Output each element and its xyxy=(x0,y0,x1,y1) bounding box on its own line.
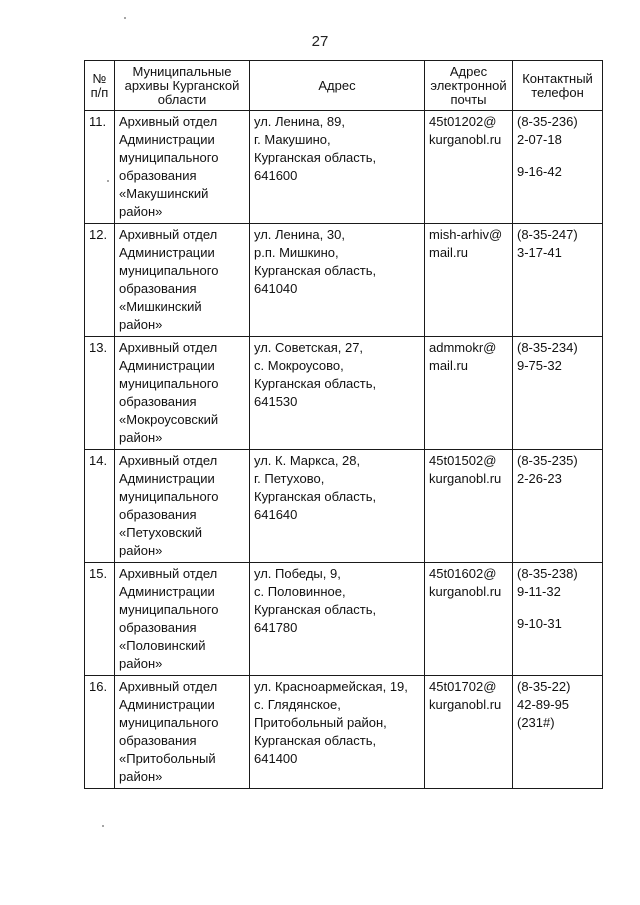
archive-address xyxy=(250,111,425,224)
table-row xyxy=(85,111,603,224)
archive-address-line: Притобольный район, xyxy=(254,715,387,730)
archive-name-line: Архивный отдел xyxy=(119,340,218,355)
archive-address-line: г. Петухово, xyxy=(254,471,325,486)
archive-name-line: район» xyxy=(119,317,163,332)
archive-phone xyxy=(513,224,603,337)
line-gap xyxy=(517,149,598,163)
archive-email-line: admmokr@ xyxy=(429,340,497,355)
header-address: Адрес xyxy=(250,61,425,111)
archive-email-line: 45t01702@ xyxy=(429,679,497,694)
archive-phone-line: 9-16-42 xyxy=(517,164,562,179)
archive-name-line: образования xyxy=(119,507,197,522)
archive-name-line: образования xyxy=(119,394,197,409)
archive-address-line: ул. Ленина, 30, xyxy=(254,227,345,242)
archive-email xyxy=(425,676,513,789)
archive-phone-line: (8-35-247) xyxy=(517,227,578,242)
archive-address-line: ул. К. Маркса, 28, xyxy=(254,453,361,468)
archive-phone-line: 2-26-23 xyxy=(517,471,562,486)
archive-address-line: Курганская область, xyxy=(254,263,377,278)
archive-name xyxy=(115,111,250,224)
archive-phone-line: 9-11-32 xyxy=(517,584,561,599)
scan-speck xyxy=(107,180,109,182)
archive-name-line: Администрации xyxy=(119,584,215,599)
archive-phone xyxy=(513,111,603,224)
archive-name-line: муниципального xyxy=(119,489,219,504)
archive-email xyxy=(425,224,513,337)
archive-email-line: 45t01502@ xyxy=(429,453,497,468)
archive-name-line: муниципального xyxy=(119,376,219,391)
archive-name-line: Архивный отдел xyxy=(119,453,218,468)
archive-phone-line: 9-10-31 xyxy=(517,616,562,631)
archive-name-line: образования xyxy=(119,168,197,183)
archive-address-line: 641530 xyxy=(254,394,298,409)
archive-address-line: ул. Красноармейская, 19, xyxy=(254,679,408,694)
archive-name xyxy=(115,224,250,337)
archive-phone-line: 2-07-18 xyxy=(517,132,562,147)
row-number: 13. xyxy=(85,337,115,450)
archive-email-line: kurganobl.ru xyxy=(429,471,502,486)
table-body xyxy=(85,111,603,789)
scan-speck xyxy=(124,17,126,19)
scan-speck xyxy=(102,825,104,827)
archive-name-line: район» xyxy=(119,543,163,558)
archive-name-line: Архивный отдел xyxy=(119,114,218,129)
archive-address-line: Курганская область, xyxy=(254,733,377,748)
archive-address-line: Курганская область, xyxy=(254,489,377,504)
archive-address-line: с. Глядянское, xyxy=(254,697,341,712)
row-number: 11. xyxy=(85,111,115,224)
table-header-row xyxy=(85,61,603,111)
archive-name-line: Архивный отдел xyxy=(119,679,218,694)
archive-address-line: 641640 xyxy=(254,507,298,522)
archive-name xyxy=(115,676,250,789)
row-number: 14. xyxy=(85,450,115,563)
archive-name-line: «Половинский xyxy=(119,638,206,653)
archive-name-line: Администрации xyxy=(119,697,215,712)
archive-phone-line: (8-35-234) xyxy=(517,340,578,355)
table-row xyxy=(85,224,603,337)
archive-name-line: образования xyxy=(119,620,197,635)
archive-email-line: kurganobl.ru xyxy=(429,584,502,599)
archive-name-line: «Макушинский xyxy=(119,186,209,201)
archive-name-line: Администрации xyxy=(119,132,215,147)
header-num: № п/п xyxy=(85,61,115,111)
header-name: Муниципальные архивы Курганской области xyxy=(115,61,250,111)
archive-name-line: муниципального xyxy=(119,602,219,617)
archive-name-line: муниципального xyxy=(119,715,219,730)
archive-email-line: kurganobl.ru xyxy=(429,132,502,147)
archive-phone xyxy=(513,676,603,789)
archive-name-line: Администрации xyxy=(119,471,215,486)
row-number: 12. xyxy=(85,224,115,337)
archive-email xyxy=(425,337,513,450)
archive-name-line: район» xyxy=(119,656,163,671)
archive-address xyxy=(250,337,425,450)
archive-phone-line: (231#) xyxy=(517,715,555,730)
archive-email xyxy=(425,450,513,563)
header-email: Адрес электронной почты xyxy=(425,61,513,111)
archive-address-line: 641780 xyxy=(254,620,298,635)
row-number: 15. xyxy=(85,563,115,676)
archive-address-line: г. Макушино, xyxy=(254,132,331,147)
archive-name-line: «Мишкинский xyxy=(119,299,202,314)
archive-address-line: 641600 xyxy=(254,168,298,183)
archive-name-line: «Мокроусовский xyxy=(119,412,219,427)
archive-address-line: ул. Ленина, 89, xyxy=(254,114,345,129)
archive-email-line: 45t01602@ xyxy=(429,566,497,581)
archive-address xyxy=(250,676,425,789)
table-row xyxy=(85,563,603,676)
archive-email-line: kurganobl.ru xyxy=(429,697,502,712)
archive-email-line: 45t01202@ xyxy=(429,114,497,129)
header-phone: Контактный телефон xyxy=(513,61,603,111)
row-number: 16. xyxy=(85,676,115,789)
archive-address-line: Курганская область, xyxy=(254,602,377,617)
archive-address-line: ул. Победы, 9, xyxy=(254,566,341,581)
archive-name-line: Архивный отдел xyxy=(119,227,218,242)
archive-phone xyxy=(513,337,603,450)
archive-name xyxy=(115,563,250,676)
archive-phone-line: (8-35-238) xyxy=(517,566,578,581)
archive-name-line: район» xyxy=(119,769,163,784)
archive-name-line: район» xyxy=(119,204,163,219)
table-row xyxy=(85,676,603,789)
archive-name-line: образования xyxy=(119,733,197,748)
line-gap xyxy=(517,601,598,615)
archive-name-line: Архивный отдел xyxy=(119,566,218,581)
archive-address xyxy=(250,563,425,676)
archive-email-line: mish-arhiv@ xyxy=(429,227,503,242)
archive-address xyxy=(250,450,425,563)
archive-email-line: mail.ru xyxy=(429,358,469,373)
archive-name-line: район» xyxy=(119,430,163,445)
archive-address-line: ул. Советская, 27, xyxy=(254,340,364,355)
archive-email xyxy=(425,563,513,676)
archive-address-line: Курганская область, xyxy=(254,376,377,391)
archive-address-line: 641400 xyxy=(254,751,298,766)
archives-table xyxy=(84,60,603,789)
archive-phone xyxy=(513,450,603,563)
archive-phone-line: (8-35-235) xyxy=(517,453,578,468)
archive-address-line: с. Половинное, xyxy=(254,584,346,599)
archive-name-line: «Притобольный xyxy=(119,751,216,766)
archive-phone-line: (8-35-236) xyxy=(517,114,578,129)
archive-phone-line: 9-75-32 xyxy=(517,358,562,373)
archive-address xyxy=(250,224,425,337)
page-number: 27 xyxy=(311,33,329,50)
archive-address-line: Курганская область, xyxy=(254,150,377,165)
table-row xyxy=(85,450,603,563)
archive-name-line: образования xyxy=(119,281,197,296)
archive-email xyxy=(425,111,513,224)
archive-address-line: р.п. Мишкино, xyxy=(254,245,339,260)
table-row xyxy=(85,337,603,450)
archive-name-line: Администрации xyxy=(119,358,215,373)
archive-address-line: с. Мокроусово, xyxy=(254,358,344,373)
archive-phone-line: (8-35-22) xyxy=(517,679,571,694)
archive-address-line: 641040 xyxy=(254,281,298,296)
archive-phone-line: 42-89-95 xyxy=(517,697,570,712)
archive-name-line: «Петуховский xyxy=(119,525,203,540)
archive-phone xyxy=(513,563,603,676)
archive-email-line: mail.ru xyxy=(429,245,469,260)
archive-name xyxy=(115,450,250,563)
archive-name-line: Администрации xyxy=(119,245,215,260)
archive-name-line: муниципального xyxy=(119,150,219,165)
archive-name xyxy=(115,337,250,450)
archive-name-line: муниципального xyxy=(119,263,219,278)
archive-phone-line: 3-17-41 xyxy=(517,245,562,260)
